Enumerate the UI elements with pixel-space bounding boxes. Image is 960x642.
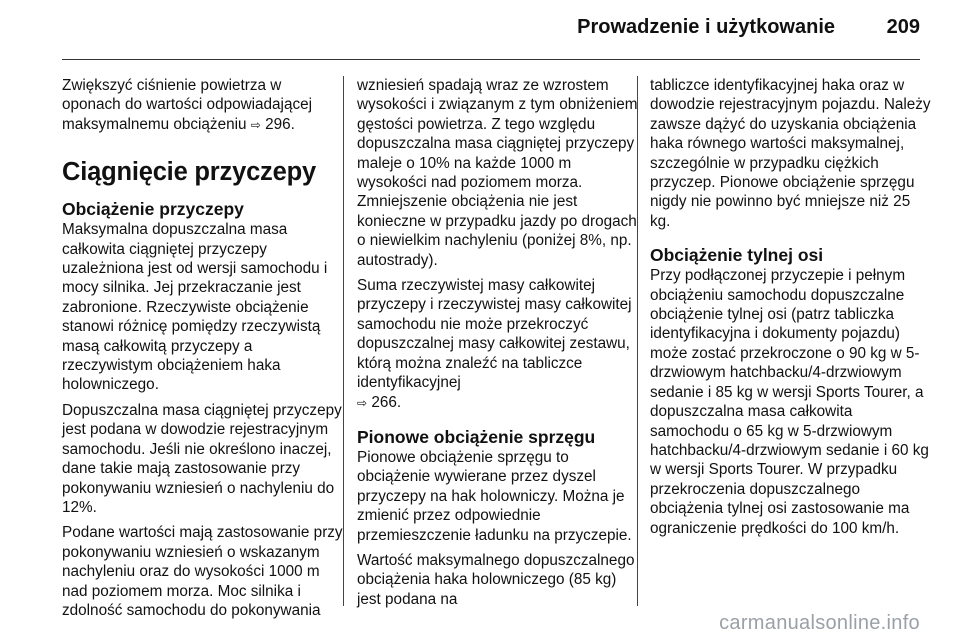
page-reference-arrow-icon: ⇨ [250, 117, 261, 132]
paragraph: wzniesień spadają wraz ze wzrostem wysokości i związanym z tym obniżeniem gęstości powietrza. Z tego względu dopuszczalna masa ciągniętej przyczepy maleje o 10% na każde 1000 m wysokości nad poziomem morza. Zmniejszenie obciążenia nie jest konieczne w przypadku jazdy po drogach o niewielkim nachyleniu (poniżej 8%, np. autostrady). [357, 77, 638, 269]
page-reference-arrow-icon: ⇨ [357, 395, 368, 410]
paragraph: Pionowe obciążenie sprzęgu to obciążenie wywierane przez dyszel przyczepy na hak holowniczy. Można je zmienić przez odpowiednie przemieszczenie ładunku na przyczepie. [357, 448, 632, 544]
page-reference[interactable]: 296. [265, 115, 295, 133]
paragraph: tabliczce identyfikacyjnej haka oraz w dowodzie rejestracyjnym pojazdu. Należy zawsze dążyć do uzyskania obciążenia haka równego wartości maksymalnej, szczególnie w przypadku ciężkich przyczep. Pionowe obciążenie sprzęgu nigdy nie powinno być mniejsze niż 25 kg. [650, 77, 931, 230]
text-column-1 [62, 76, 344, 626]
paragraph: Maksymalna dopuszczalna masa całkowita ciągniętej przyczepy uzależniona jest od wersji samochodu i mocy silnika. Jej przekraczanie jest zabronione. Rzeczywiste obciążenie stanowi różnicę pomiędzy rzeczywistą masą całkowitą przyczepy a rzeczywistym obciążeniem haka holowniczego. [62, 221, 328, 394]
paragraph: Dopuszczalna masa ciągniętej przyczepy jest podana w dowodzie rejestracyjnym samochodu. Jeśli nie określono inaczej, dane takie mają zastosowanie przy pokonywaniu wzniesień o nachyleniu do 12%. [62, 401, 342, 516]
subsection-heading-coupling-load: Pionowe obciążenie sprzęgu [357, 426, 596, 447]
page-number: 209 [886, 16, 920, 38]
column-divider [637, 76, 638, 606]
paragraph-text: Suma rzeczywistej masy całkowitej przyczepy i rzeczywistej masy całkowitej samochodu nie może przekroczyć dopuszczalnej masy całkowitej zestawu, którą można znaleźć na tabliczce identyfikacyjnej [357, 277, 632, 392]
intro-paragraph [62, 76, 344, 135]
intro-text: Zwiększyć ciśnienie powietrza w oponach do wartości odpowiadającej maksymalnemu obciążeniu [62, 77, 313, 133]
running-header-title: Prowadzenie i użytkowanie [577, 16, 835, 38]
column-divider [343, 76, 344, 606]
paragraph [357, 276, 639, 413]
header-divider [62, 59, 920, 60]
section-heading: Ciągnięcie przyczepy [62, 158, 316, 187]
watermark: carmanualsonline.info [719, 612, 920, 634]
text-column-3 [650, 76, 932, 544]
subsection-heading-trailer-load: Obciążenie przyczepy [62, 199, 244, 220]
text-column-2 [357, 76, 639, 615]
paragraph: Przy podłączonej przyczepie i pełnym obciążeniu samochodu dopuszczalne obciążenie tylnej osi (patrz tabliczka identyfikacyjna i dokumenty pojazdu) może zostać przekroczone o 90 kg w 5-drzwiowym hatchbacku/4-drzwiowym sedanie i 85 kg w wersji Sports Tourer, a dopuszczalna masa całkowita samochodu o 65 kg w 5-drzwiowym hatchbacku/4-drzwiowym sedanie i 60 kg w wersji Sports Tourer. W przypadku przekroczenia dopuszczalnego obciążenia tylnej osi zastosowanie ma ograniczenie prędkości do 100 km/h. [650, 267, 929, 537]
paragraph: Wartość maksymalnego dopuszczalnego obciążenia haka holowniczego (85 kg) jest podana na [357, 551, 635, 608]
paragraph: Podane wartości mają zastosowanie przy pokonywaniu wzniesień o wskazanym nachyleniu oraz do wysokości 1000 m nad poziomem morza. Moc silnika i zdolność samochodu do pokonywania [62, 524, 343, 619]
page-reference[interactable]: 266. [371, 393, 402, 411]
subsection-heading-rear-axle-load: Obciążenie tylnej osi [650, 245, 824, 266]
